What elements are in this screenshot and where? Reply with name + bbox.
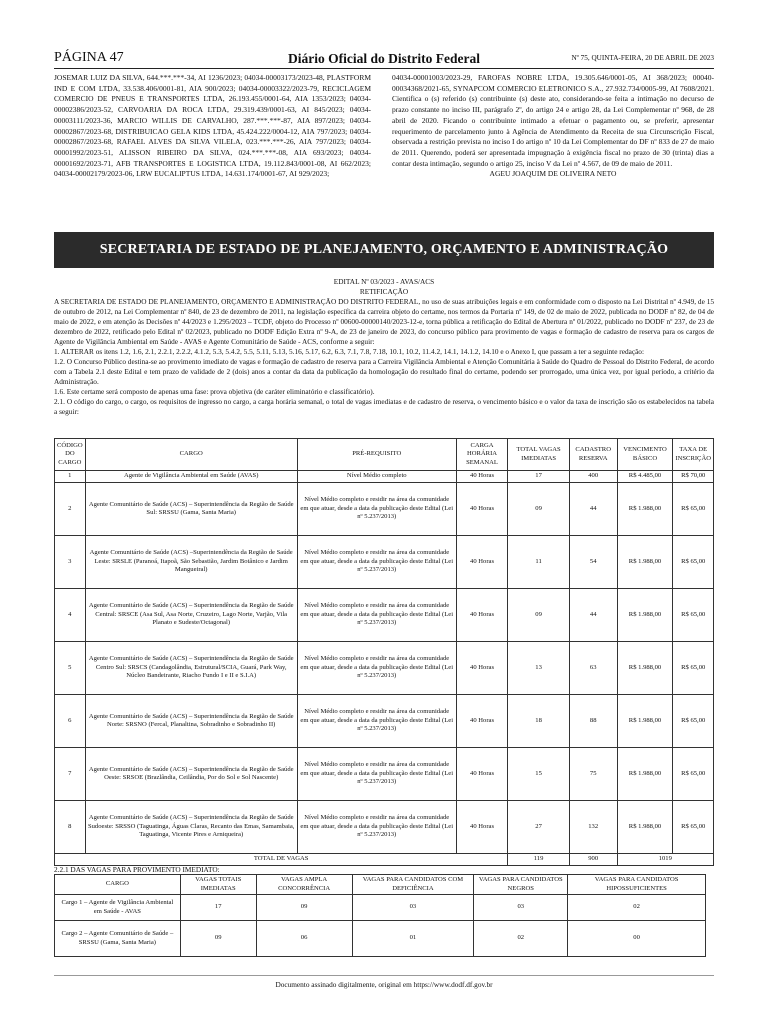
cell-cargo: Agente Comunitário de Saúde (ACS) – Superintendência da Região de Saúde Oeste: SRSOE (Brazlândia, Ceilândia, Por do Sol e Sol Nascente) (85, 748, 297, 801)
table-row (55, 801, 714, 854)
total-reserve: 900 (569, 854, 617, 866)
cell-code: 6 (55, 695, 86, 748)
cell-cargo: Agente de Vigilância Ambiental em Saúde (AVAS) (85, 471, 297, 483)
cell-reserve: 400 (569, 471, 617, 483)
footer-note: Documento assinado digitalmente, original em https://www.dodf.df.gov.br (275, 980, 493, 989)
footer-rule (54, 975, 714, 976)
column-header: CADASTRO RESERVA (569, 439, 617, 471)
cell-salary: R$ 1.988,00 (617, 695, 673, 748)
newspaper-title: Diário Oficial do Distrito Federal (288, 51, 480, 66)
table-row (55, 921, 706, 957)
cell-reserve: 75 (569, 748, 617, 801)
subsection-heading: 2.2.1 DAS VAGAS PARA PROVIMENTO IMEDIATO: (54, 865, 220, 874)
cell-requirement: Nível Médio completo e residir na área da comunidade em que atuar, desde a data da publicação deste Edital (Lei nº 5.237/2013) (297, 589, 456, 642)
column-header: VAGAS TOTAIS IMEDIATAS (180, 875, 256, 895)
edital-paragraph: A SECRETARIA DE ESTADO DE PLANEJAMENTO, ORÇAMENTO E ADMINISTRAÇÃO DO DISTRITO FEDERAL, no uso de suas atribuições legais e em conformidade com o disposto na Lei Distrital nº 4.949, de 15 de outubro de 2012, na Lei Complementar nº 840, de 23 de dezembro de 2011, na legislação específica da carreira objeto do certame, nos termos da Portaria nº 149, de 02 de maio de 2022, publicada no DODF nº 82, de 04 de maio de 2022, e em atenção às Decisões nº 44/2023 e 1.295/2023 – TCDF, objeto do Processo nº 00600-00000140/2023-12-e, torna pública a retificação do Edital de Abertura nº 01/2022, publicado no DODF nº 237, de 23 de dezembro de 2022, retificado pelo Edital nº 02/2023, publicado no DODF Edição Extra nº 9-A, de 23 de janeiro de 2023, do concurso público para provimento de vagas e formação de cadastro de reserva para os cargos de Agente de Vigilância Ambiental em Saúde - AVAS e Agente Comunitário de Saúde - ACS, conforme a seguir: (54, 297, 714, 346)
cell-ampla: 09 (256, 895, 352, 921)
cell-total: 17 (180, 895, 256, 921)
table-row (55, 471, 714, 483)
cell-negros: 02 (474, 921, 568, 957)
total-row (55, 854, 714, 866)
cell-reserve: 54 (569, 536, 617, 589)
column-header: TAXA DE INSCRIÇÃO (673, 439, 714, 471)
column-header: PRÉ-REQUISITO (297, 439, 456, 471)
column-header: VENCIMENTO BÁSICO (617, 439, 673, 471)
cell-code: 1 (55, 471, 86, 483)
cell-code: 4 (55, 589, 86, 642)
cell-fee: R$ 65,00 (673, 536, 714, 589)
cell-cargo: Agente Comunitário de Saúde (ACS) – Superintendência da Região de Saúde Norte: SRSNO (Fercal, Planaltina, Sobradinho e Sobradinho II) (85, 695, 297, 748)
cell-requirement: Nível Médio completo e residir na área da comunidade em que atuar, desde a data da publicação deste Edital (Lei nº 5.237/2013) (297, 483, 456, 536)
cell-code: 8 (55, 801, 86, 854)
page-header (54, 50, 714, 68)
cell-vacancies: 11 (508, 536, 569, 589)
section-banner: SECRETARIA DE ESTADO DE PLANEJAMENTO, ORÇAMENTO E ADMINISTRAÇÃO (54, 232, 714, 268)
cell-requirement: Nível Médio completo e residir na área da comunidade em que atuar, desde a data da publicação deste Edital (Lei nº 5.237/2013) (297, 536, 456, 589)
cell-fee: R$ 65,00 (673, 801, 714, 854)
cell-vacancies: 17 (508, 471, 569, 483)
table-row (55, 642, 714, 695)
cell-vacancies: 27 (508, 801, 569, 854)
cell-vacancies: 09 (508, 483, 569, 536)
cell-hours: 40 Horas (456, 536, 508, 589)
column-header: VAGAS PARA CANDIDATOS COM DEFICIÊNCIA (352, 875, 474, 895)
cell-hours: 40 Horas (456, 471, 508, 483)
cell-requirement: Nível Médio completo e residir na área da comunidade em que atuar, desde a data da publicação deste Edital (Lei nº 5.237/2013) (297, 695, 456, 748)
table-row (55, 536, 714, 589)
table-row (55, 483, 714, 536)
cell-salary: R$ 1.988,00 (617, 536, 673, 589)
cell-requirement: Nível Médio completo (297, 471, 456, 483)
column-header: CARGO (55, 875, 181, 895)
cell-code: 3 (55, 536, 86, 589)
edital-paragraph: 1.2. O Concurso Público destina-se ao provimento imediato de vagas e formação de cadastro de reserva para a Carreira Vigilância Ambiental e Atenção Comunitária à Saúde do Quadro de Pessoal do Distrito Federal, de acordo com a Tabela 2.1 deste Edital e tem prazo de validade de 2 (dois) anos a contar da data da publicação da homologação do resultado final do certame, podendo ser prorrogado, uma única vez, por igual período, a critério da Administração. (54, 357, 714, 386)
cell-fee: R$ 65,00 (673, 483, 714, 536)
top-left-column: JOSEMAR LUIZ DA SILVA, 644.***.***-34, AI 1236/2023; 04034-00003173/2023-48, PLASTFORM IND E COM LTDA, 33.538.406/0001-81, AIA 900/2023; 04034-00003322/2023-79, RECICLAGEM COMERCIO DE PNEUS E TRANSPORTES LTDA, 26.193.455/0001-64, AIA 1353/2023; 04034-00002386/2023-52, CARVOARIA DA ROCA LTDA, 29.319.439/0001-63, AI 845/2023; 04034-00003111/2023-36, MARCIO WILLIS DE CARVALHO, 287.***.***-87, AIA 897/2023; 04034-00002867/2023-68, DISTRIBUICAO GELA KIDS LTDA, 45.424.222/0004-12, AIA 797/2023; 04034-00002867/2023-68, RAFAEL ALVES DA SILVA VILELA, 023.***.***-26, AIA 797/2023; 04034-00001992/2023-51, ALISSON RIBEIRO DA SILVA, 024.***.***-08, AIA 693/2023; 04034-00001692/2023-71, AFB TRANSPORTES E LOGISTICA LTDA, 19.112.843/0001-08, AI 662/2023; 04034-00002179/2023-06, LRW EUCALIPTUS LTDA, 14.631.174/0001-67, AI 929/2023; (54, 73, 371, 179)
cell-hours: 40 Horas (456, 589, 508, 642)
issue-date: Nº 75, QUINTA-FEIRA, 20 DE ABRIL DE 2023 (571, 54, 714, 62)
cell-hipo: 02 (568, 895, 706, 921)
cell-salary: R$ 1.988,00 (617, 589, 673, 642)
cell-ampla: 06 (256, 921, 352, 957)
column-header: TOTAL VAGAS IMEDIATAS (508, 439, 569, 471)
cell-vacancies: 09 (508, 589, 569, 642)
cell-pcd: 03 (352, 895, 474, 921)
cell-pcd: 01 (352, 921, 474, 957)
table-header-row (55, 875, 706, 895)
table-row (55, 748, 714, 801)
vacancies-table (54, 438, 714, 866)
header-rule (54, 68, 714, 69)
cell-fee: R$ 65,00 (673, 748, 714, 801)
cell-fee: R$ 65,00 (673, 589, 714, 642)
signature: AGEU JOAQUIM DE OLIVEIRA NETO (489, 169, 617, 179)
cell-reserve: 63 (569, 642, 617, 695)
page-number: PÁGINA 47 (54, 50, 124, 65)
cell-vacancies: 18 (508, 695, 569, 748)
table-row (55, 695, 714, 748)
cell-requirement: Nível Médio completo e residir na área da comunidade em que atuar, desde a data da publicação deste Edital (Lei nº 5.237/2013) (297, 801, 456, 854)
cell-cargo: Agente Comunitário de Saúde (ACS) –Superintendência da Região de Saúde Leste: SRSLE (Paranoá, Itapoã, São Sebastião, Jardim Botânico e Jardim Mangueiral) (85, 536, 297, 589)
cell-cargo: Agente Comunitário de Saúde (ACS) – Superintendência da Região de Saúde Centro Sul: SRSCS (Candagolândia, Estrutural/SCIA, Guará, Park Way, Núcleo Bandeirante, Riacho Fundo I e II e S.I.A) (85, 642, 297, 695)
edital-subheading: RETIFICAÇÃO (359, 287, 409, 296)
total-vacancies: 119 (508, 854, 569, 866)
top-right-column (392, 73, 714, 180)
cell-vacancies: 15 (508, 748, 569, 801)
cell-fee: R$ 70,00 (673, 471, 714, 483)
edital-heading: EDITAL Nº 03/2023 - AVAS/ACS (333, 277, 435, 286)
column-header: CARGA HORÁRIA SEMANAL (456, 439, 508, 471)
immediate-vacancies-table (54, 874, 706, 957)
cell-hours: 40 Horas (456, 748, 508, 801)
cell-cargo: Cargo 1 – Agente de Vigilância Ambiental em Saúde - AVAS (55, 895, 181, 921)
column-header: CÓDIGO DO CARGO (55, 439, 86, 471)
cell-salary: R$ 1.988,00 (617, 748, 673, 801)
cell-reserve: 44 (569, 589, 617, 642)
total-overall: 1019 (617, 854, 713, 866)
cell-total: 09 (180, 921, 256, 957)
column-header: VAGAS PARA CANDIDATOS NEGROS (474, 875, 568, 895)
edital-section (54, 277, 714, 417)
cell-cargo: Agente Comunitário de Saúde (ACS) – Superintendência da Região de Saúde Sul: SRSSU (Gama, Santa Maria) (85, 483, 297, 536)
cell-cargo: Agente Comunitário de Saúde (ACS) – Superintendência da Região de Saúde Sudoeste: SRSSO (Taguatinga, Águas Claras, Recanto das Emas, Samambaia, Taguatinga, Vicente Pires e Arniqueira) (85, 801, 297, 854)
cell-cargo: Cargo 2 – Agente Comunitário de Saúde – SRSSU (Gama, Santa Maria) (55, 921, 181, 957)
cell-code: 5 (55, 642, 86, 695)
cell-negros: 03 (474, 895, 568, 921)
edital-paragraph: 1. ALTERAR os itens 1.2, 1.6, 2.1, 2.2.1, 2.2.2, 4.1.2, 5.3, 5.4.2, 5.5, 5.11, 5.13, 5.16, 5.17, 6.2, 6.3, 7.1, 7.8, 7.18, 10.1, 10.2, 11.4.2, 14.1, 14.1.2, 14.10 e o Anexo I, que passam a ter a seguinte redação: (54, 347, 644, 356)
top-right-text: 04034-00001003/2023-29, FAROFAS NOBRE LTDA, 19.305.646/0001-05, AI 368/2023; 00040-00034368/2021-65, SYNAPCOM COMERCIO ELETRONICO S.A., 27.932.734/0005-99, AI 7608/2021. Cientifica o (s) referido (s) contribuinte (s) deste ato, considerando-se feita a intimação no decurso de prazo constante no inciso III, parágrafo 2º, do artigo 24 e artigo 28, da Lei Complementar nº 968, de 28 abril de 2020. Ficando o contribuinte intimado a efetuar o pagamento ou, se preferir, apresentar requerimento de parcelamento junto à Agência de Atendimento da Receita de sua Circunscrição Fiscal, observada a restrição prevista no inciso I do artigo nº 10 da Lei Complementar do DF nº 833 de 27 de maio de 2011. Querendo, poderá ser apresentada impugnação à exigência fiscal no prazo de 30 (trinta) dias a contar desta intimação, segundo o artigo 25, inciso V da Lei nº 4.567, de 09 de maio de 2011. (392, 73, 714, 168)
cell-fee: R$ 65,00 (673, 695, 714, 748)
cell-hipo: 00 (568, 921, 706, 957)
cell-reserve: 88 (569, 695, 617, 748)
cell-salary: R$ 4.485,00 (617, 471, 673, 483)
cell-hours: 40 Horas (456, 801, 508, 854)
column-header: VAGAS AMPLA CONCORRÊNCIA (256, 875, 352, 895)
cell-hours: 40 Horas (456, 642, 508, 695)
cell-vacancies: 13 (508, 642, 569, 695)
cell-code: 2 (55, 483, 86, 536)
cell-hours: 40 Horas (456, 483, 508, 536)
cell-code: 7 (55, 748, 86, 801)
edital-paragraph: 2.1. O código do cargo, o cargo, os requisitos de ingresso no cargo, a carga horária semanal, o total de vagas imediatas e de cadastro de reserva, o vencimento básico e o valor da taxa de inscrição são os estabelecidos na tabela a seguir: (54, 397, 714, 416)
cell-salary: R$ 1.988,00 (617, 483, 673, 536)
edital-paragraph: 1.6. Este certame será composto de apenas uma fase: prova objetiva (de caráter eliminatório e classificatório). (54, 387, 375, 396)
cell-hours: 40 Horas (456, 695, 508, 748)
cell-reserve: 44 (569, 483, 617, 536)
cell-requirement: Nível Médio completo e residir na área da comunidade em que atuar, desde a data da publicação deste Edital (Lei nº 5.237/2013) (297, 748, 456, 801)
column-header: VAGAS PARA CANDIDATOS HIPOSSUFICIENTES (568, 875, 706, 895)
cell-fee: R$ 65,00 (673, 642, 714, 695)
cell-reserve: 132 (569, 801, 617, 854)
table-row (55, 589, 714, 642)
table-row (55, 895, 706, 921)
total-label: TOTAL DE VAGAS (55, 854, 508, 866)
cell-requirement: Nível Médio completo e residir na área da comunidade em que atuar, desde a data da publicação deste Edital (Lei nº 5.237/2013) (297, 642, 456, 695)
cell-salary: R$ 1.988,00 (617, 642, 673, 695)
column-header: CARGO (85, 439, 297, 471)
cell-salary: R$ 1.988,00 (617, 801, 673, 854)
table-header-row (55, 439, 714, 471)
cell-cargo: Agente Comunitário de Saúde (ACS) – Superintendência da Região de Saúde Central: SRSCE (Asa Sul, Asa Norte, Cruzeiro, Lago Norte, Varjão, Vila Planato e Sudeste/Octagonal) (85, 589, 297, 642)
